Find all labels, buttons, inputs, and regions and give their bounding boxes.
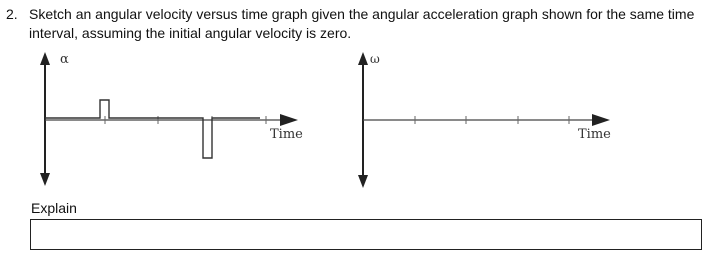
angular-velocity-graph	[340, 50, 630, 195]
alpha-curve	[45, 100, 260, 158]
angular-acceleration-graph	[30, 50, 320, 195]
alpha-x-axis-arrow	[280, 114, 298, 126]
question-text: Sketch an angular velocity versus time graph given the angular acceleration graph shown for the same time interval, assuming the initial angular velocity is zero.	[29, 6, 695, 41]
alpha-y-label: α	[60, 52, 69, 67]
alpha-x-label: Time	[270, 127, 303, 142]
omega-y-axis-arrow-up	[358, 52, 368, 65]
alpha-y-axis-arrow-up	[40, 52, 50, 65]
explain-label: Explain	[31, 200, 77, 216]
omega-y-label: ω	[370, 52, 380, 66]
omega-x-axis-arrow	[592, 114, 610, 126]
explain-input[interactable]	[30, 219, 702, 250]
question-number: 2.	[6, 6, 18, 22]
omega-x-label: Time	[578, 127, 611, 142]
omega-y-axis-arrow-down	[358, 175, 368, 188]
alpha-y-axis-arrow-down	[40, 173, 50, 186]
